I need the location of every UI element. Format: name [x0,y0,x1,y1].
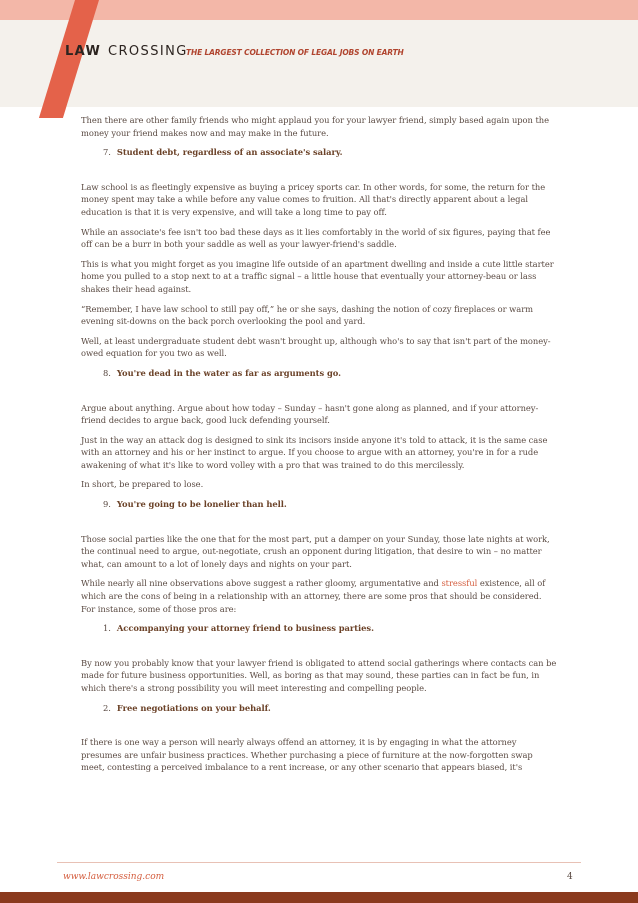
paragraph: By now you probably know that your lawyer friend is obligated to attend social gatherings where contacts can be made for future business opportunities. Well, as boring as that may sound, these parties can in fact be fun, in which there's a strong possibility you will meet interesting and compelling people. [81,657,557,693]
paragraph: If there is one way a person will nearly always offend an attorney, it is by engaging in what the attorney presumes are unfair business practices. Whether purchasing a piece of furniture at the now-forgotten swap meet, contesting a perceived imbalance to a rent increase, or any other scenario that appears biased, it's [81,737,533,773]
list-number: 1. [103,623,111,634]
paragraph [81,577,557,615]
paragraph-text: existence, all of which are the cons of being in a relationship with an attorney, there are some pros that should be considered. For instance, some of those pros are: [81,578,546,614]
list-item-1 [103,622,557,635]
paragraph: Argue about anything. Argue about how today – Sunday – hasn't gone along as planned, and if your attorney-friend decides to argue back, good luck defending yourself. [81,402,539,426]
list-number: 2. [103,702,111,713]
stressful-link[interactable]: stressful [441,578,478,589]
bottom-band [0,892,638,903]
paragraph: Well, at least undergraduate student debt wasn't brought up, although who's to say that isn't part of the money-owed equation for you two as well. [81,335,551,359]
tagline: THE LARGEST COLLECTION OF LEGAL JOBS ON EARTH [186,48,404,57]
list-heading: Accompanying your attorney friend to business parties. [116,623,374,634]
logo-crossing: CROSSING [108,44,188,59]
article-body [81,114,557,781]
logo-law: LAW [65,44,102,59]
list-item-8 [103,367,557,380]
list-heading: You're going to be lonelier than hell. [116,499,287,510]
paragraph: Then there are other family friends who might applaud you for your lawyer friend, simply based again upon the money your friend makes now and may make in the future. [81,115,549,138]
header-band [0,20,638,107]
page-number: 4 [567,872,573,882]
paragraph: “Remember, I have law school to still pay off,” he or she says, dashing the notion of cozy fireplaces or warm evening sit-downs on the back porch overlooking the pool and yard. [81,303,533,327]
list-item-7 [103,146,557,159]
list-heading: You're dead in the water as far as arguments go. [116,367,341,378]
paragraph: Law school is as fleetingly expensive as buying a pricey sports car. In other words, for some, the return for the money spent may take a while before any value comes to fruition. All that's directly apparent about a legal education is that it is very expensive, and will take a long time to pay off. [81,181,546,217]
list-item-9 [103,498,557,511]
list-number: 7. [103,147,111,158]
list-number: 8. [103,367,111,378]
list-number: 9. [103,499,111,510]
paragraph: Just in the way an attack dog is designed to sink its incisors inside anyone it's told to attack, it is the same case with an attorney and his or her instinct to argue. If you choose to argue with an attorney, you're in for a rude awakening of what it's like to word volley with a pro that was trained to do this mercilessly. [81,434,548,470]
list-heading: Free negotiations on your behalf. [116,702,271,713]
paragraph: While an associate's fee isn't too bad these days as it lies comfortably in the world of six figures, paying that fee off can be a burr in both your saddle as well as your lawyer-friend's saddle. [81,226,551,250]
paragraph: Those social parties like the one that for the most part, put a damper on your Sunday, those late nights at work, the continual need to argue, out-negotiate, crush an opponent during litigation, that desire to win – no matter what, can amount to a lot of lonely days and nights on your part. [81,533,550,569]
paragraph-text: While nearly all nine observations above suggest a rather gloomy, argumentative and [81,578,442,589]
footer-url-link[interactable]: www.lawcrossing.com [63,872,165,882]
list-item-2 [103,702,557,715]
paragraph: This is what you might forget as you imagine life outside of an apartment dwelling and inside a cute little starter home you pulled to a stop next to at a traffic signal – a little house that eventually your attorney-beau or lass shakes their head against. [81,258,554,294]
footer-divider [57,862,581,863]
paragraph: In short, be prepared to lose. [81,479,204,490]
list-heading: Student debt, regardless of an associate's salary. [116,147,343,158]
